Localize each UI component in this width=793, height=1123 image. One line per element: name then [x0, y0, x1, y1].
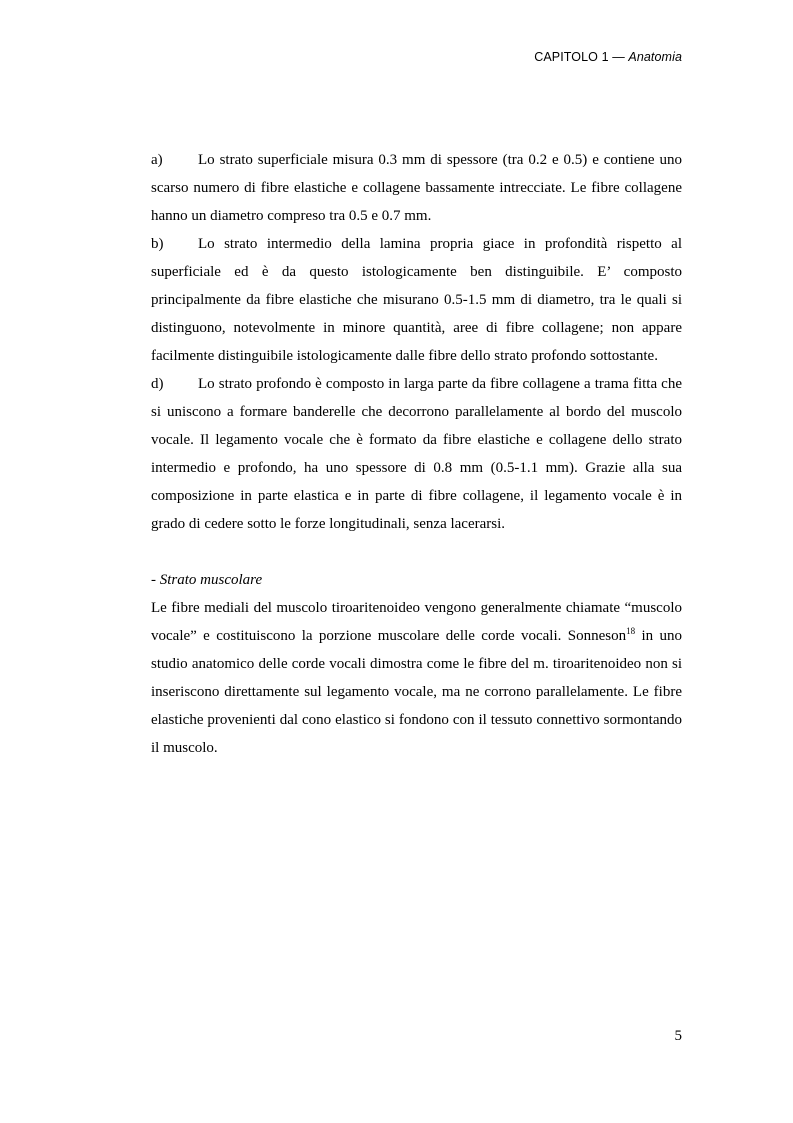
list-item-b: [151, 230, 682, 370]
running-header: [534, 50, 682, 64]
header-chapter-subject: Anatomia: [628, 50, 682, 64]
list-item-a: [151, 146, 682, 230]
muscle-paragraph: [151, 594, 682, 762]
list-marker: a): [151, 152, 163, 168]
muscle-text-before-ref: Le fibre mediali del muscolo tiroaritenoideo vengono generalmente chiamate “muscolo vocale” e costituiscono la porzione muscolare delle corde vocali. Sonneson: [151, 600, 682, 644]
list-item-text: Lo strato intermedio della lamina propria giace in profondità rispetto al superficiale ed è da questo istologicamente ben distinguibile. E’ composto principalmente da fibre elastiche che misurano 0.5-1.5 mm di diametro, tra le quali si distinguono, notevolmente in minore quantità, aree di fibre collagene; non appare facilmente distinguibile istologicamente dalle fibre dello strato profondo sottostante.: [151, 236, 682, 364]
list-item-d: [151, 370, 682, 538]
header-chapter-label: CAPITOLO 1 —: [534, 50, 625, 64]
body-text: [151, 146, 682, 762]
list-item-text: Lo strato profondo è composto in larga parte da fibre collagene a trama fitta che si uniscono a formare banderelle che decorrono parallelamente al bordo del muscolo vocale. Il legamento vocale che è formato da fibre elastiche e collagene dello strato intermedio e profondo, ha uno spessore di 0.8 mm (0.5-1.1 mm). Grazie alla sua composizione in parte elastica e in parte di fibre collagene, il legamento vocale è in grado di cedere sotto le forze longitudinali, senza lacerarsi.: [151, 376, 682, 532]
reference-number: 18: [626, 626, 636, 636]
section-gap: [151, 538, 682, 566]
list-marker: d): [151, 376, 164, 392]
page-number: 5: [674, 1028, 682, 1044]
muscle-text-after-ref: in uno studio anatomico delle corde vocali dimostra come le fibre del m. tiroaritenoideo non si inseriscono direttamente sul legamento vocale, ma ne corrono parallelamente. Le fibre elastiche provenienti dal cono elastico si fondono con il tessuto connettivo sormontando il muscolo.: [151, 628, 682, 756]
list-item-text: Lo strato superficiale misura 0.3 mm di spessore (tra 0.2 e 0.5) e contiene uno scarso numero di fibre elastiche e collagene bassamente intrecciate. Le fibre collagene hanno un diametro compreso tra 0.5 e 0.7 mm.: [151, 152, 682, 224]
list-marker: b): [151, 236, 164, 252]
section-heading: - Strato muscolare: [151, 572, 263, 588]
